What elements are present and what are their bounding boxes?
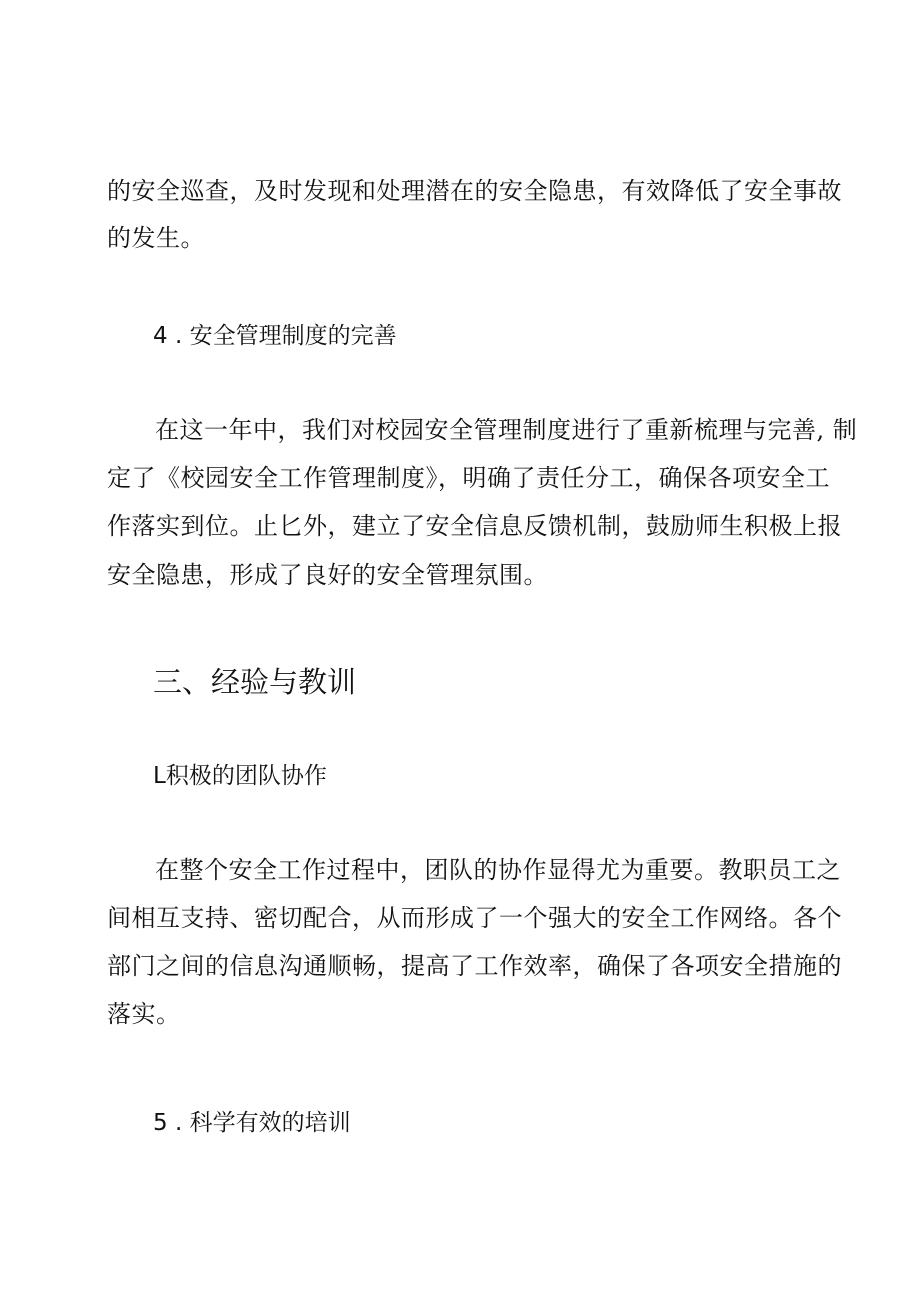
paragraph-line: 安全隐患，形成了良好的安全管理氛围。 [107,561,548,589]
subheading-4: 4 . 安全管理制度的完善 [153,323,397,349]
paragraph-line: 部门之间的信息沟通顺畅，提高了工作效率，确保了各项安全措施的 [107,952,842,980]
paragraph-line: 在这一年中，我们对校园安全管理制度进行了重新梳理与完善, 制 [155,416,858,444]
section-3-title: 三、经验与教训 [153,665,357,699]
paragraph-line: 定了《校园安全工作管理制度》，明确了责任分工，确保各项安全工 [107,464,830,492]
paragraph-line: 间相互支持、密切配合，从而形成了一个强大的安全工作网络。各个 [107,904,842,932]
paragraph-line: 在整个安全工作过程中，团队的协作显得尤为重要。教职员工之 [155,856,841,884]
paragraph-line: 的安全巡查，及时发现和处理潜在的安全隐患，有效降低了安全事故 [107,177,842,205]
subheading-5: 5 . 科学有效的培训 [153,1110,351,1136]
paragraph-line: 作落实到位。止匕外，建立了安全信息反馈机制，鼓励师生积极上报 [107,512,842,540]
paragraph-line: 的发生。 [107,224,205,252]
subheading-l: L积极的团队协作 [153,763,327,789]
paragraph-line: 落实。 [107,1000,181,1028]
